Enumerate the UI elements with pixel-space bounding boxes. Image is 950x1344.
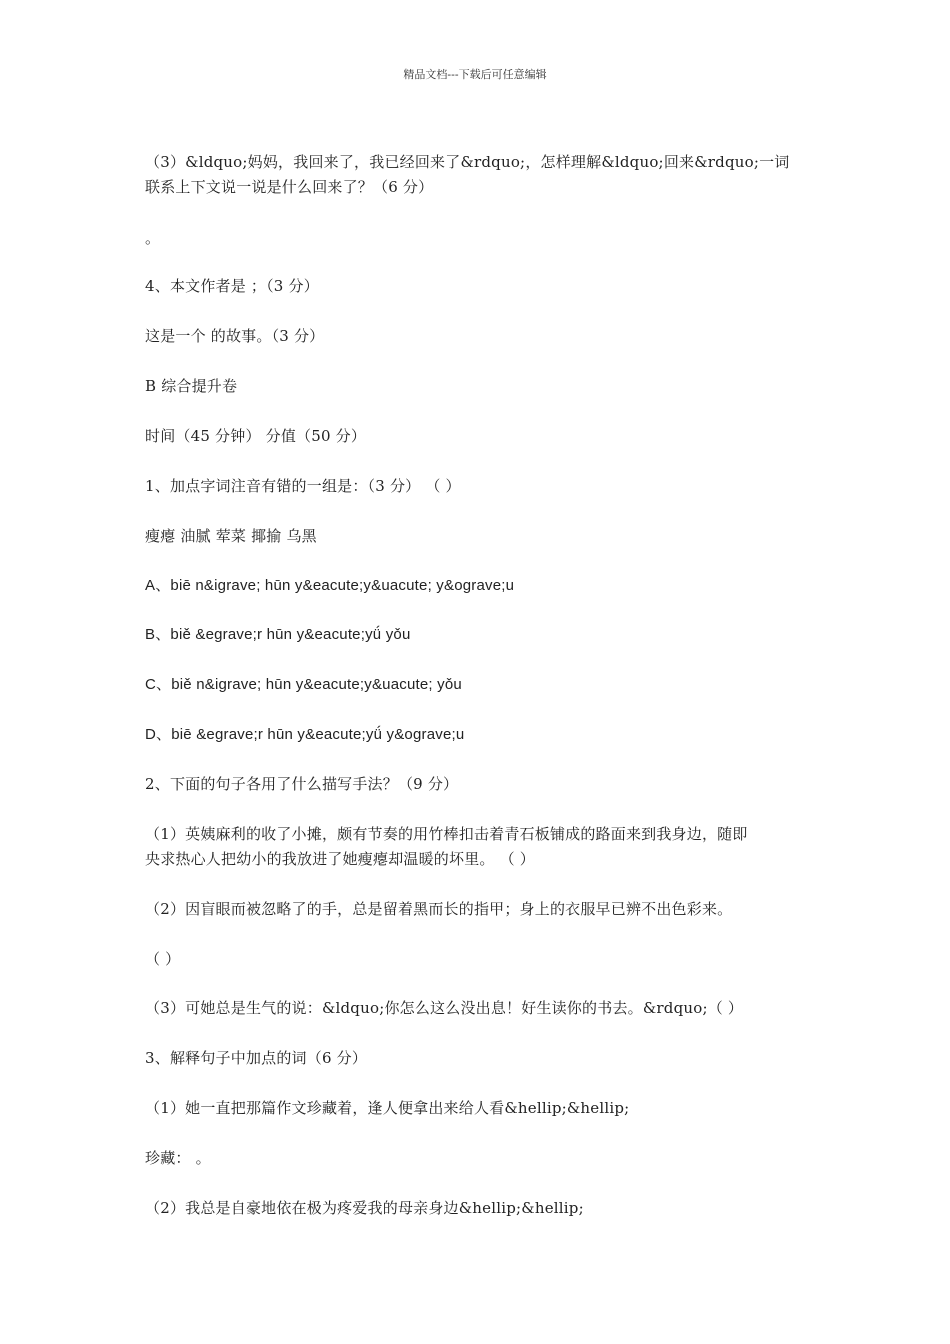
option-b: B、biě &egrave;r hūn y&eacute;yǘ yǒu [145, 626, 411, 643]
question-3-3-line-2: 联系上下文说一说是什么回来了？（6 分） [145, 178, 434, 196]
section-title: B 综合提升卷 [145, 377, 238, 395]
definition-line: 珍藏： 。 [145, 1149, 211, 1167]
question-2-1-line-1: （1）英姨麻利的收了小摊，颇有节奏的用竹棒扣击着青石板铺成的路面来到我身边，随即 [145, 825, 748, 843]
option-c: C、biě n&igrave; hūn y&eacute;y&uacute; yǒu [145, 676, 462, 693]
time-and-score: 时间（45 分钟） 分值（50 分） [145, 427, 367, 445]
option-a: A、biē n&igrave; hūn y&eacute;y&uacute; y&ograve;u [145, 577, 515, 594]
question-3: 3、解释句子中加点的词（6 分） [145, 1049, 368, 1067]
question-2-1-line-2: 央求热心人把幼小的我放进了她瘦瘪却温暖的坏里。 （ ） [145, 850, 535, 868]
story-line: 这是一个 的故事。（3 分） [145, 327, 325, 345]
option-d: D、biē &egrave;r hūn y&eacute;yǘ y&ograve;u [145, 726, 465, 743]
question-1: 1、加点字词注音有错的一组是：（3 分） （ ） [145, 477, 461, 495]
answer-period: 。 [145, 229, 161, 247]
question-2: 2、下面的句子各用了什么描写手法？（9 分） [145, 775, 459, 793]
question-3-3-line-1: （3）&ldquo;妈妈，我回来了，我已经回来了&rdquo;，怎样理解&ldquo;回来&rdquo;一词 [145, 153, 790, 171]
answer-blank: （ ） [145, 950, 181, 968]
question-2-3: （3）可她总是生气的说：&ldquo;你怎么这么没出息！好生读你的书去。&rdquo;（ ） [145, 999, 744, 1017]
question-2-2: （2）因盲眼而被忽略了的手，总是留着黑而长的指甲；身上的衣服早已辨不出色彩来。 [145, 900, 733, 918]
question-4: 4、本文作者是 ；（3 分） [145, 277, 319, 295]
word-list: 瘦瘪 油腻 荤菜 揶揄 乌黑 [145, 527, 317, 545]
question-3-1: （1）她一直把那篇作文珍藏着，逢人便拿出来给人看&hellip;&hellip; [145, 1099, 630, 1117]
question-3-2: （2）我总是自豪地依在极为疼爱我的母亲身边&hellip;&hellip; [145, 1199, 584, 1217]
page-header: 精品文档---下载后可任意编辑 [403, 68, 547, 81]
